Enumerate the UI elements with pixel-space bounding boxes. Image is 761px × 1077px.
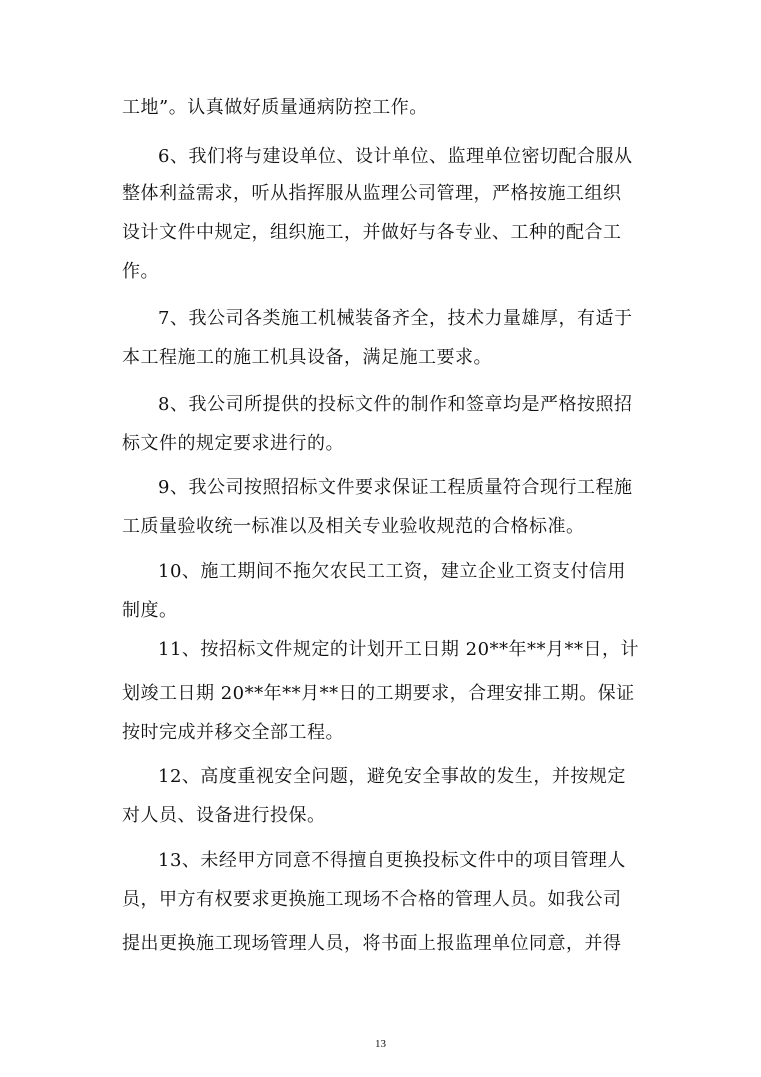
- text-line: 整体利益需求，听从指挥服从监理公司管理，严格按施工组织: [122, 183, 622, 204]
- text-line: 7、我公司各类施工机械装备齐全，技术力量雄厚，有适于: [158, 308, 633, 329]
- text-line: 10、施工期间不拖欠农民工工资，建立企业工资支付信用: [158, 561, 626, 582]
- text-line: 员，甲方有权要求更换施工现场不合格的管理人员。如我公司: [122, 889, 622, 910]
- text-line: 12、高度重视安全问题，避免安全事故的发生，并按规定: [158, 766, 626, 787]
- text-line: 设计文件中规定，组织施工，并做好与各专业、工种的配合工: [122, 222, 622, 243]
- text-line: 8、我公司所提供的投标文件的制作和签章均是严格按照招: [158, 394, 633, 415]
- text-line: 9、我公司按照招标文件要求保证工程质量符合现行工程施: [158, 477, 633, 498]
- text-line: 13、未经甲方同意不得擅自更换投标文件中的项目管理人: [158, 850, 626, 871]
- page-number: 13: [375, 1038, 386, 1050]
- text-line: 本工程施工的施工机具设备，满足施工要求。: [122, 347, 492, 368]
- text-line: 制度。: [122, 600, 178, 621]
- text-line: 工地”。认真做好质量通病防控工作。: [122, 97, 428, 118]
- text-line: 工质量验收统一标准以及相关专业验收规范的合格标准。: [122, 516, 585, 537]
- text-line: 11、按招标文件规定的计划开工日期 20**年**月**日，计: [158, 639, 640, 660]
- text-line: 对人员、设备进行投保。: [122, 805, 326, 826]
- text-line: 作。: [122, 261, 159, 282]
- text-line: 按时完成并移交全部工程。: [122, 722, 344, 743]
- text-line: 提出更换施工现场管理人员，将书面上报监理单位同意，并得: [122, 933, 622, 954]
- text-line: 划竣工日期 20**年**月**日的工期要求，合理安排工期。保证: [122, 683, 635, 704]
- text-line: 6、我们将与建设单位、设计单位、监理单位密切配合服从: [158, 146, 633, 167]
- text-line: 标文件的规定要求进行的。: [122, 433, 344, 454]
